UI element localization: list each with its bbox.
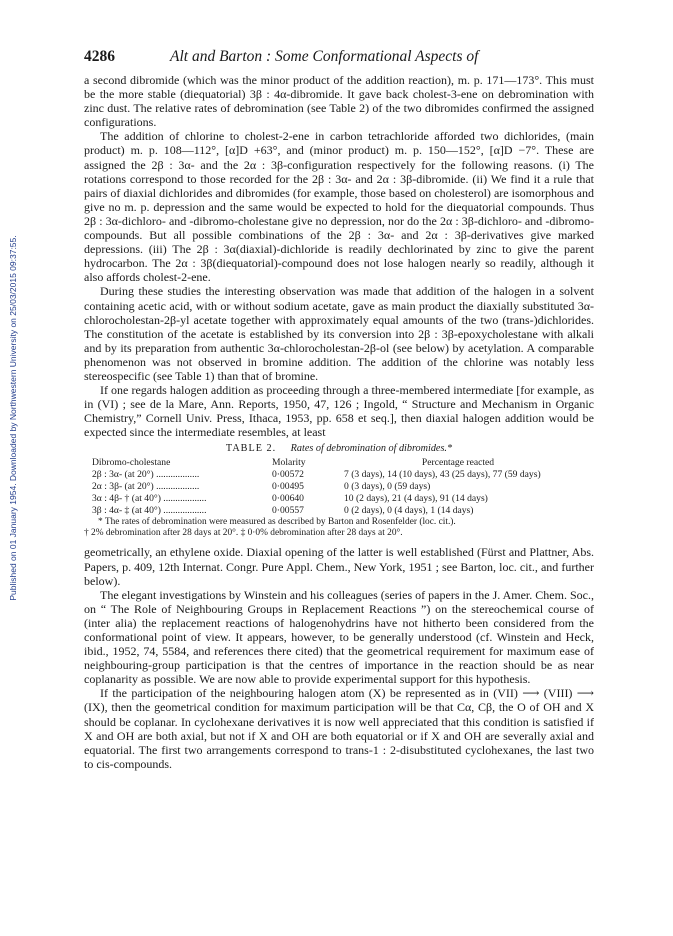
table-cell: 0 (2 days), 0 (4 days), 1 (14 days) <box>344 505 474 517</box>
paragraph: geometrically, an ethylene oxide. Diaxial opening of the latter is well established (Fürst and Plattner, Abs. Papers, p. 409, 12th Internat. Congr. Pure Appl. Chem., New York, 1951 ; see Barton, loc. cit., and further below). <box>84 545 594 588</box>
table-cell: 2β : 3α- (at 20°) .................. <box>92 469 200 481</box>
table-row <box>92 493 572 505</box>
page-number: 4286 <box>84 48 115 65</box>
table-cell: 7 (3 days), 14 (10 days), 43 (25 days), 77 (59 days) <box>344 469 541 481</box>
table-cell: 2α : 3β- (at 20°) .................. <box>92 481 200 493</box>
table-cell: 0·00640 <box>272 493 304 505</box>
debromination-table <box>84 443 594 539</box>
paragraph: The addition of chlorine to cholest-2-ene in carbon tetrachloride afforded two dichlorides, (main product) m. p. 108—112°, [α]D +63°, and (minor product) m. p. 150—152°, [α]D −7°. These are assigned the 2β : 3α- and the 2α : 3β-configuration respectively for the following reasons. (i) The rotations correspond to those recorded for the 2β : 3α- and 2α : 3β-dibromide. (ii) We find it a rule that pairs of diaxial dichlorides and dibromides (for example, those based on cholesterol) are isomorphous and give no m. p. depression and the same would be expected to hold for the diequatorial compounds. Thus 2β : 3α-dichloro- and -dibromo-cholestane give no depression, nor do the 2α : 3β-dichloro- and -dibromo-compounds. But all possible combinations of the 2β : 3α- and 2α : 3β-derivatives give marked depressions. (iii) The 2β : 3α(diaxial)-dichloride is readily dechlorinated by zinc to give the parent hydrocarbon. The 2α : 3β(diequatorial)-compound does not lose halogen nearly so readily, although it also affords cholest-2-ene. <box>84 129 594 285</box>
paragraph: If one regards halogen addition as proceeding through a three-membered intermediate [for example, as in (VI) ; see de la Mare, Ann. Reports, 1950, 47, 126 ; Ingold, “ Structure and Mechanism in Organic Chemistry,” Cornell Univ. Press, Ithaca, 1953, pp. 658 et seq.], then diaxial halogen addition would be expected since the intermediate resembles, at least <box>84 383 594 440</box>
page-header <box>84 48 594 68</box>
column-header: Percentage reacted <box>421 457 495 469</box>
table-grid <box>92 457 572 517</box>
table-row <box>92 481 572 493</box>
table-footnote: * The rates of debromination were measured as described by Barton and Rosenfelder (loc. cit.). <box>98 517 456 528</box>
paragraph: If the participation of the neighbouring halogen atom (X) be represented as in (VII) ⟶ (VIII) ⟶ (IX), then the geometrical condition for maximum participation will be that Cα, Cβ, the O of OH and X should be coplanar. In cyclohexane derivatives it is now well appreciated that this condition is satisfied if X and OH are both axial, but not if X and OH are both equatorial or if X and OH are severally axial and equatorial. The first two arrangements correspond to trans-1 : 2-disubstituted cyclohexanes, the last two to cis-compounds. <box>84 686 594 771</box>
download-watermark <box>0 0 26 936</box>
table-cell: 0·00495 <box>272 481 304 493</box>
table-cell: 3α : 4β- † (at 40°) .................. <box>92 493 207 505</box>
table-cell: 0 (3 days), 0 (59 days) <box>344 481 431 493</box>
paragraph: During these studies the interesting observation was made that addition of the halogen in a solvent containing acetic acid, with or without sodium acetate, gave as main product the diaxially substituted 3α-chlorocholestan-2β-yl acetate together with approximately equal amounts of the two (trans-)dichlorides. The constitution of the acetate is established by its conversion into 2β : 3β-epoxycholestane with alkali and by its preparation from authentic 3α-chlorocholestan-2β-ol (see below) by acetylation. A comparable phenomenon was not observed in bromine addition. The addition of the chlorine was notably less stereospecific (see Table 1) than that of bromine. <box>84 284 594 383</box>
column-header: Molarity <box>272 457 306 469</box>
table-cell: 10 (2 days), 21 (4 days), 91 (14 days) <box>344 493 488 505</box>
column-header: Dibromo-cholestane <box>92 457 171 469</box>
table-footnote: † 2% debromination after 28 days at 20°. ‡ 0·0% debromination after 28 days at 20°. <box>84 528 403 539</box>
article-body <box>84 73 594 771</box>
paragraph: The elegant investigations by Winstein and his colleagues (series of papers in the J. Amer. Chem. Soc., on “ The Role of Neighbouring Groups in Replacement Reactions ”) on the stereochemical course of (inter alia) the replacement reactions of halogenohydrins have not hitherto been considered from the conformational point of view. It appears, however, to be generally understood (cf. Winstein and Heck, ibid., 1952, 74, 5584, and references there cited) that the geometrical requirement for maximum ease of neighbouring-group participation is that the centres of importance in the reaction should be as near coplanarity as possible. We are now able to provide experimental support for this hypothesis. <box>84 587 594 687</box>
table-cell: 0·00557 <box>272 505 304 517</box>
table-caption <box>84 443 594 455</box>
table-header-row <box>92 457 572 469</box>
table-cell: 0·00572 <box>272 469 304 481</box>
table-title: Rates of debromination of dibromides.* <box>290 443 453 455</box>
table-cell: 3β : 4α- ‡ (at 40°) .................. <box>92 505 207 517</box>
table-row <box>92 469 572 481</box>
watermark-text: Published on 01 January 1954. Downloaded by Northwestern University on 25/03/2015 09:37:55. <box>8 235 18 601</box>
table-row <box>92 505 572 517</box>
running-title: Alt and Barton : Some Conformational Aspects of <box>170 48 479 65</box>
table-number: TABLE 2. <box>225 443 277 455</box>
paragraph: a second dibromide (which was the minor product of the addition reaction), m. p. 171—173°. This must be the more stable (diequatorial) 3β : 4α-dibromide. It gave back cholest-3-ene on debromination with zinc dust. The relative rates of debromination (see Table 2) of the two dibromides confirmed the assigned configurations. <box>84 73 594 130</box>
